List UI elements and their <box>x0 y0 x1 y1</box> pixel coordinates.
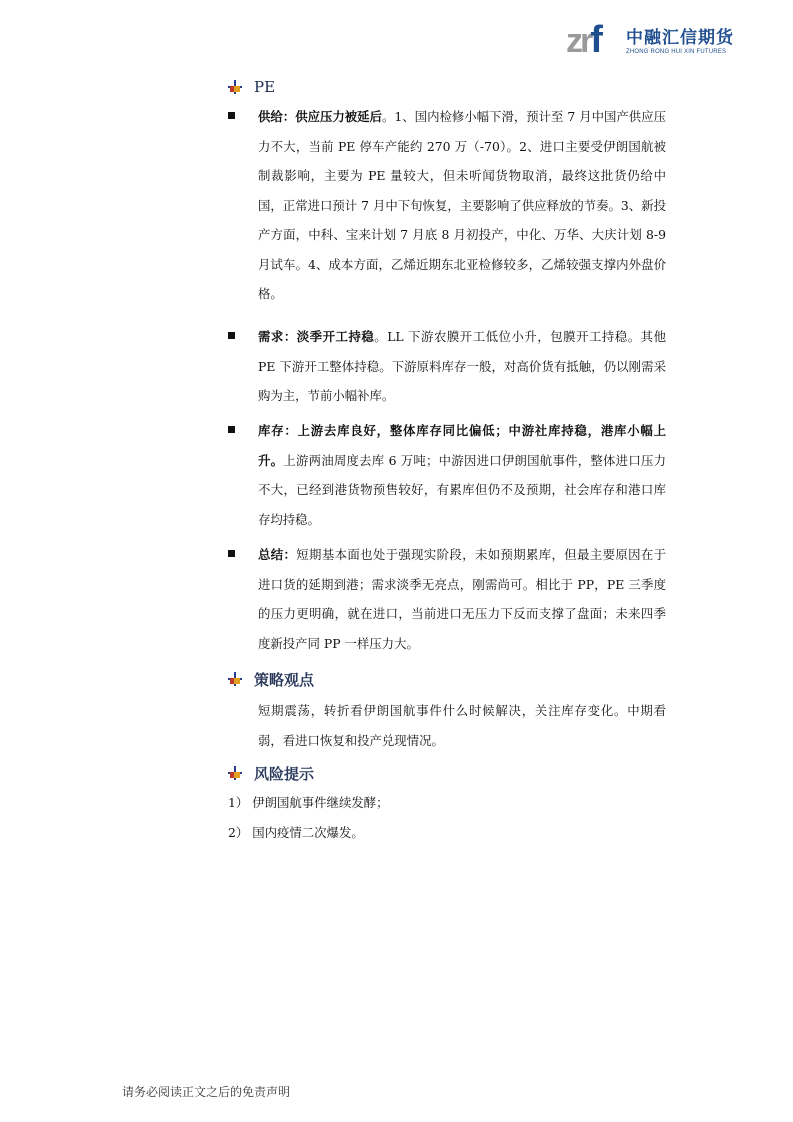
section-bullet-icon <box>228 80 242 94</box>
risk-item: 1） 伊朗国航事件继续发酵； <box>228 795 389 810</box>
square-bullet-icon <box>228 426 235 433</box>
company-logo <box>566 18 746 62</box>
section-bullet-icon <box>228 672 242 686</box>
logo-chinese-name: 中融汇信期货 <box>626 28 734 48</box>
strategy-text: 短期震荡，转折看伊朗国航事件什么时候解决，关注库存变化。中期看弱，看进口恢复和投产兑现情况。 <box>258 703 666 748</box>
square-bullet-icon <box>228 550 235 557</box>
demand-heading: 需求：淡季开工持稳 <box>258 329 375 344</box>
demand-text: 。LL 下游农膜开工低位小升，包膜开工持稳。其他 PE 下游开工整体持稳。下游原料库存一般，对高价货有抵触，仍以刚需采购为主，节前小幅补库。 <box>258 329 666 403</box>
section-title-pe: PE <box>228 76 275 98</box>
risk-item: 2） 国内疫情二次爆发。 <box>228 824 364 840</box>
inventory-heading: 库存：上游去库良好，整体库存同比偏低；中游社库持稳，港库小幅上升。 <box>258 423 666 468</box>
section-bullet-icon <box>228 766 242 780</box>
logo-english-name: ZHONG RONG HUI XIN FUTURES <box>626 49 727 55</box>
paragraph-demand <box>228 322 666 411</box>
logo-mark: zrf <box>566 19 600 61</box>
supply-text: 。1、国内检修小幅下滑，预计至 7 月中国产供应压力不大，当前 PE 停车产能约 270 万（-70）。2、进口主要受伊朗国航被制裁影响，主要为 PE 量较大，但未听闻货物取消，最终这批货仍给中国，正常进口预计 7 月中下旬恢复，主要影响了供应释放的节奏。3、新投产方面，中科、宝来计划 7 月底 8 月初投产，中化、万华、大庆计划 8-9 月试车。4、成本方面，乙烯近期东北亚检修较多，乙烯较强支撑内外盘价格。 <box>258 109 666 301</box>
section-title-strategy: 策略观点 <box>228 668 314 690</box>
supply-heading: 供给：供应压力被延后 <box>258 109 382 124</box>
summary-heading: 总结： <box>258 547 297 562</box>
paragraph-supply <box>228 102 666 309</box>
square-bullet-icon <box>228 332 235 339</box>
paragraph-summary <box>228 540 666 658</box>
square-bullet-icon <box>228 112 235 119</box>
paragraph-inventory <box>228 416 666 534</box>
section-title-risk: 风险提示 <box>228 762 314 784</box>
summary-text: 短期基本面也处于强现实阶段，未如预期累库，但最主要原因在于进口货的延期到港；需求淡季无亮点，刚需尚可。相比于 PP，PE 三季度的压力更明确，就在进口，当前进口无压力下反而支撑了盘面；未来四季度新投产同 PP 一样压力大。 <box>258 547 667 651</box>
inventory-text: 上游两油周度去库 6 万吨；中游因进口伊朗国航事件，整体进口压力不大，已经到港货物预售较好，有累库但仍不及预期，社会库存和港口库存均持稳。 <box>258 452 667 527</box>
footer-disclaimer: 请务必阅读正文之后的免责声明 <box>122 1085 291 1099</box>
risk-list <box>228 788 389 847</box>
